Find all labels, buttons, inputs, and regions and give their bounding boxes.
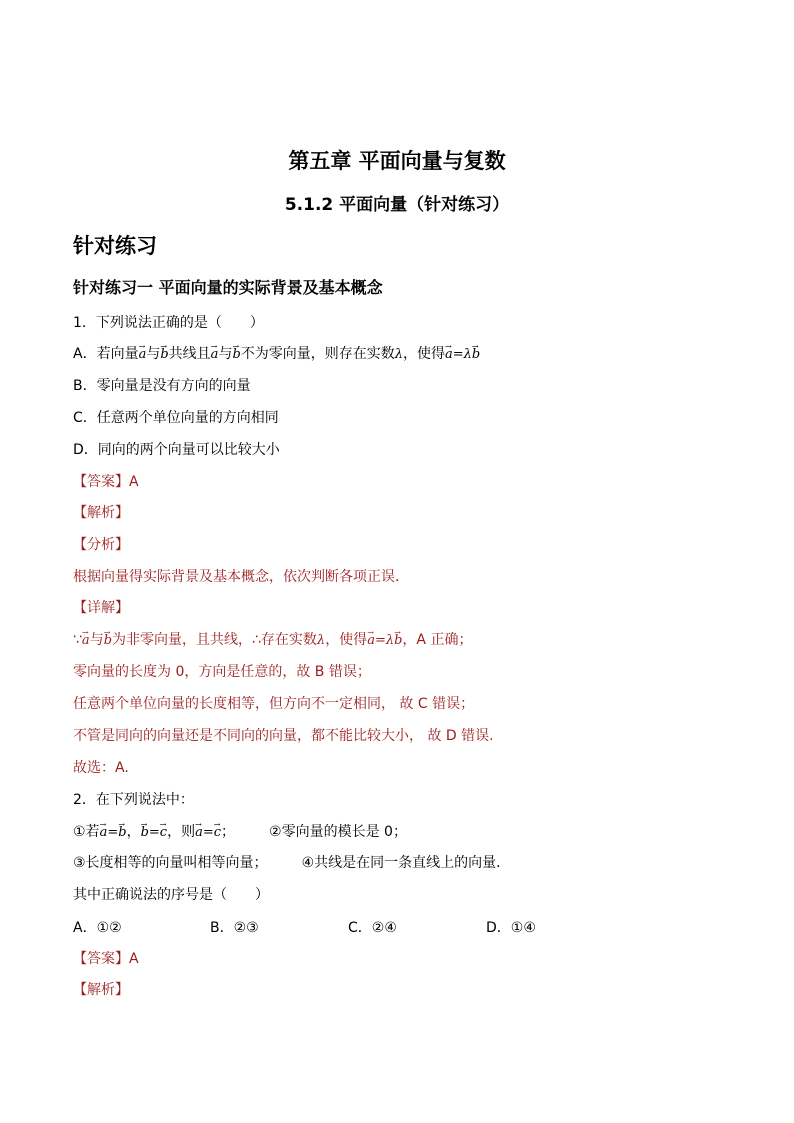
text-segment: 不为零向量，则存在实数 (240, 346, 395, 362)
q2-option-a: A．①② (73, 920, 122, 936)
q2-answer (73, 949, 139, 969)
equals-sign: = (202, 825, 214, 840)
q1-detail-line-2: 零向量的长度为 0，方向是任意的，故 B 错误； (73, 664, 371, 680)
text-segment: 共线且 (168, 346, 211, 362)
subsection-heading: 针对练习一 平面向量的实际背景及基本概念 (73, 278, 383, 297)
lambda-symbol: λ (316, 633, 326, 648)
q2-statements-row-1 (73, 822, 407, 843)
q2-option-c: C．②④ (348, 920, 397, 936)
text-segment: A．若向量 (73, 346, 139, 362)
page-subtitle: 5.1.2 平面向量（针对练习） (284, 195, 510, 215)
vector-b: → b (118, 823, 126, 843)
text-segment: ，使得 (403, 346, 446, 362)
text-segment: ， (126, 824, 141, 840)
q1-detail-line-4: 不管是同向的向量还是不同向的向量，都不能比较大小， 故 D 错误. (73, 728, 494, 744)
q1-detail-line-3: 任意两个单位向量的长度相等，但方向不一定相同， 故 C 错误； (73, 696, 475, 712)
text-segment: ，A 正确； (402, 632, 473, 648)
statement-3: ③长度相等的向量叫相等向量； (73, 855, 268, 871)
text-segment: ，使得 (325, 632, 368, 648)
vector-b: → b (472, 345, 480, 365)
vector-a: → a (367, 631, 375, 651)
q1-detail-line-5: 故选：A. (73, 760, 129, 776)
answer-label: 【答案】 (73, 951, 129, 967)
text-segment: 与 (89, 632, 104, 648)
q2-analysis-label: 【解析】 (73, 982, 129, 998)
answer-value: A (129, 951, 139, 967)
text-segment: 为非零向量，且共线，∴存在实数 (112, 632, 317, 648)
equals-lambda: =λ (452, 347, 472, 362)
statement-1 (73, 824, 235, 840)
vector-b: → b (104, 631, 112, 651)
vector-a: → a (100, 823, 108, 843)
q1-detail-line-1 (73, 630, 472, 651)
text-segment: 与 (146, 346, 161, 362)
text-segment: ，则 (167, 824, 196, 840)
vector-c: → c (214, 823, 221, 843)
page-title: 第五章 平面向量与复数 (288, 149, 506, 173)
q1-stem: 1．下列说法正确的是（ ） (73, 315, 264, 331)
vector-b: → b (160, 345, 168, 365)
q1-option-b: B．零向量是没有方向的向量 (73, 378, 251, 394)
q1-option-a (73, 344, 480, 365)
statement-2: ②零向量的模长是 0； (269, 824, 407, 840)
text-segment: 与 (218, 346, 233, 362)
q2-option-b: B．②③ (210, 920, 259, 936)
vector-a: → a (211, 345, 219, 365)
vector-b: → b (141, 823, 149, 843)
answer-value: A (129, 474, 139, 490)
q1-answer (73, 472, 139, 492)
equals-sign: = (107, 825, 119, 840)
q2-statements-row-2 (73, 853, 510, 873)
vector-b: → b (232, 345, 240, 365)
q1-analysis-label: 【解析】 (73, 505, 129, 521)
vector-a: → a (195, 823, 203, 843)
q1-fenxi-label: 【分析】 (73, 537, 129, 553)
q1-detail-label: 【详解】 (73, 600, 129, 616)
text-segment: ①若 (73, 824, 100, 840)
vector-a: → a (82, 631, 90, 651)
lambda-symbol: λ (394, 347, 404, 362)
equals-sign: = (148, 825, 160, 840)
q1-fenxi-text: 根据向量得实际背景及基本概念，依次判断各项正误． (73, 569, 409, 585)
equals-lambda: =λ (374, 633, 395, 648)
text-segment: ； (221, 824, 236, 840)
statement-4: ④共线是在同一条直线上的向量． (301, 855, 511, 871)
section-heading: 针对练习 (73, 234, 157, 258)
answer-label: 【答案】 (73, 474, 129, 490)
vector-c: → c (160, 823, 167, 843)
q2-option-d: D．①④ (486, 920, 536, 936)
q1-option-c: C．任意两个单位向量的方向相同 (73, 410, 279, 426)
vector-a: → a (139, 345, 147, 365)
vector-a: → a (445, 345, 453, 365)
text-segment: ∵ (73, 632, 82, 648)
q2-prompt: 其中正确说法的序号是（ ） (73, 887, 269, 903)
q2-stem: 2．在下列说法中： (73, 792, 194, 808)
q1-option-d: D．同向的两个向量可以比较大小 (73, 442, 280, 458)
vector-b: → b (394, 631, 402, 651)
